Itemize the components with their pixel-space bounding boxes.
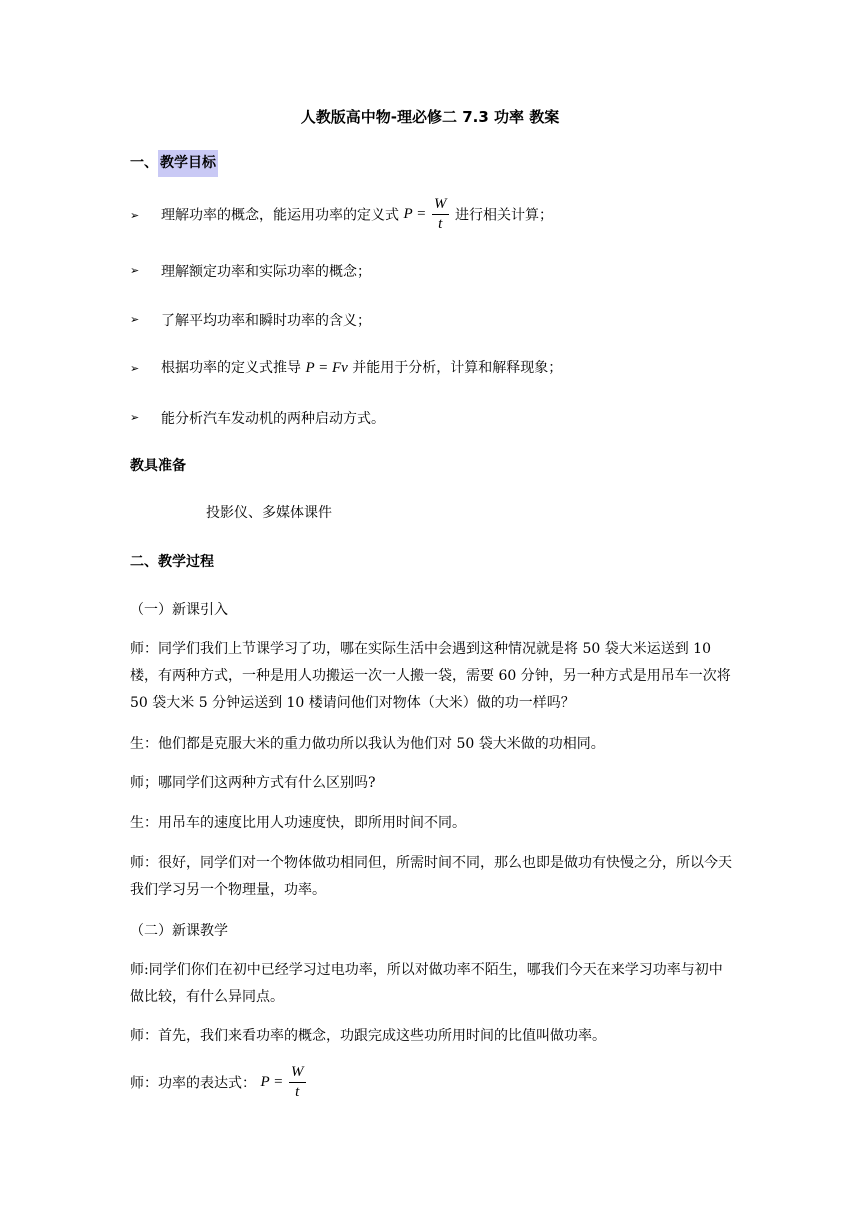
dialogue-paragraph: 师：同学们我们上节课学习了功，哪在实际生活中会遇到这种情况就是将 50 袋大米运送到 10 楼，有两种方式，一种是用人功搬运一次一人搬一袋，需要 60 分钟，另一种方式是用吊车一次将 50 袋大米 5 分钟运送到 10 楼请问他们对物体（大米）做的功一样吗？: [130, 641, 731, 711]
power-expression: 师：功率的表达式： P = $\frac{W}{t}$: [130, 1064, 304, 1100]
objective-item: 根据功率的定义式推导 P = Fv 并能用于分析，计算和解释现象；: [161, 360, 563, 376]
objective-item: 能分析汽车发动机的两种启动方式。: [161, 411, 385, 427]
part-heading-intro: （一）新课引入: [130, 602, 228, 618]
section-heading-tools: 教具准备: [130, 458, 186, 474]
bullet-arrow-icon: ➢: [130, 411, 140, 424]
formula-lhs: P: [403, 206, 413, 222]
formula-fraction: $\frac{W}{t}$: [434, 196, 447, 232]
bullet-arrow-icon: ➢: [130, 209, 140, 222]
dialogue-paragraph: 师：首先，我们来看功率的概念，功跟完成这些功所用时间的比值叫做功率。: [130, 1028, 606, 1044]
section-number: 一、: [130, 155, 158, 171]
document-title: 人教版高中物-理必修二 7.3 功率 教案: [300, 108, 560, 126]
section-heading-process: 二、教学过程: [130, 554, 214, 570]
tools-text: 投影仪、多媒体课件: [206, 505, 332, 521]
objective-item: 理解功率的概念，能运用功率的定义式 P = $\frac{W}{t}$ 进行相关计算；: [161, 196, 553, 232]
objective-item: 理解额定功率和实际功率的概念；: [161, 264, 371, 280]
bullet-arrow-icon: ➢: [130, 362, 140, 375]
section-heading-objectives: [130, 152, 218, 172]
part-heading-teaching: （二）新课教学: [130, 923, 228, 939]
highlighted-heading: 教学目标: [158, 150, 218, 177]
formula-fraction: $\frac{W}{t}$: [291, 1064, 304, 1100]
dialogue-paragraph: 生：他们都是克服大米的重力做功所以我认为他们对 50 袋大米做的功相同。: [130, 736, 605, 752]
dialogue-paragraph: 师；哪同学们这两种方式有什么区别吗?: [130, 775, 376, 791]
dialogue-paragraph: 师:同学们你们在初中已经学习过电功率，所以对做功率不陌生，哪我们今天在来学习功率与初中做比较，有什么异同点。: [130, 962, 723, 1005]
bullet-arrow-icon: ➢: [130, 264, 140, 277]
objective-item: 了解平均功率和瞬时功率的含义；: [161, 313, 371, 329]
formula-p-fv: P = Fv: [305, 360, 348, 376]
dialogue-paragraph: 师：很好，同学们对一个物体做功相同但，所需时间不同，那么也即是做功有快慢之分，所以今天我们学习另一个物理量，功率。: [130, 855, 732, 898]
bullet-arrow-icon: ➢: [130, 313, 140, 326]
dialogue-paragraph: 生：用吊车的速度比用人功速度快，即所用时间不同。: [130, 815, 466, 831]
